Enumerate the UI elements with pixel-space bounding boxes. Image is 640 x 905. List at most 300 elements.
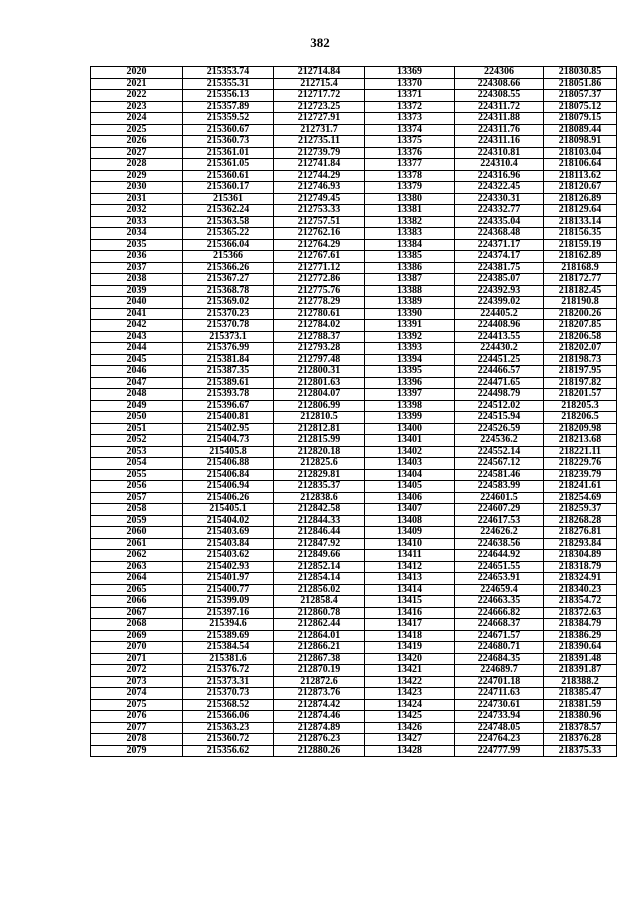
x-coordinate-b-cell: 224311.88 bbox=[455, 113, 544, 125]
y-coordinate-a-cell: 212804.07 bbox=[274, 389, 365, 401]
point-number-a-cell: 2069 bbox=[91, 630, 183, 642]
x-coordinate-b-cell: 224308.55 bbox=[455, 90, 544, 102]
point-number-b-cell: 13416 bbox=[365, 607, 455, 619]
table-row bbox=[91, 504, 617, 516]
point-number-a-cell: 2060 bbox=[91, 527, 183, 539]
x-coordinate-a-cell: 215366 bbox=[183, 251, 274, 263]
x-coordinate-a-cell: 215376.99 bbox=[183, 343, 274, 355]
x-coordinate-a-cell: 215370.73 bbox=[183, 688, 274, 700]
y-coordinate-a-cell: 212806.99 bbox=[274, 400, 365, 412]
x-coordinate-b-cell: 224733.94 bbox=[455, 711, 544, 723]
point-number-b-cell: 13407 bbox=[365, 504, 455, 516]
y-coordinate-a-cell: 212820.18 bbox=[274, 446, 365, 458]
table-row bbox=[91, 446, 617, 458]
point-number-b-cell: 13428 bbox=[365, 745, 455, 757]
point-number-b-cell: 13422 bbox=[365, 676, 455, 688]
y-coordinate-a-cell: 212749.45 bbox=[274, 193, 365, 205]
x-coordinate-b-cell: 224526.59 bbox=[455, 423, 544, 435]
y-coordinate-a-cell: 212741.84 bbox=[274, 159, 365, 171]
point-number-a-cell: 2030 bbox=[91, 182, 183, 194]
y-coordinate-a-cell: 212735.11 bbox=[274, 136, 365, 148]
y-coordinate-b-cell: 218268.28 bbox=[544, 515, 617, 527]
y-coordinate-a-cell: 212866.21 bbox=[274, 642, 365, 654]
x-coordinate-b-cell: 224466.57 bbox=[455, 366, 544, 378]
x-coordinate-b-cell: 224430.2 bbox=[455, 343, 544, 355]
y-coordinate-b-cell: 218156.35 bbox=[544, 228, 617, 240]
table-row bbox=[91, 527, 617, 539]
y-coordinate-b-cell: 218201.57 bbox=[544, 389, 617, 401]
table-row bbox=[91, 469, 617, 481]
y-coordinate-b-cell: 218205.3 bbox=[544, 400, 617, 412]
table-row bbox=[91, 619, 617, 631]
x-coordinate-b-cell: 224310.81 bbox=[455, 147, 544, 159]
x-coordinate-b-cell: 224413.55 bbox=[455, 331, 544, 343]
x-coordinate-a-cell: 215389.69 bbox=[183, 630, 274, 642]
x-coordinate-b-cell: 224332.77 bbox=[455, 205, 544, 217]
y-coordinate-a-cell: 212775.76 bbox=[274, 285, 365, 297]
y-coordinate-a-cell: 212874.42 bbox=[274, 699, 365, 711]
y-coordinate-b-cell: 218375.33 bbox=[544, 745, 617, 757]
coordinates-table-body bbox=[91, 67, 617, 757]
y-coordinate-b-cell: 218259.37 bbox=[544, 504, 617, 516]
x-coordinate-a-cell: 215368.52 bbox=[183, 699, 274, 711]
point-number-b-cell: 13426 bbox=[365, 722, 455, 734]
x-coordinate-b-cell: 224601.5 bbox=[455, 492, 544, 504]
x-coordinate-a-cell: 215405.1 bbox=[183, 504, 274, 516]
y-coordinate-b-cell: 218213.68 bbox=[544, 435, 617, 447]
x-coordinate-b-cell: 224515.94 bbox=[455, 412, 544, 424]
y-coordinate-b-cell: 218207.85 bbox=[544, 320, 617, 332]
x-coordinate-b-cell: 224308.66 bbox=[455, 78, 544, 90]
y-coordinate-b-cell: 218126.89 bbox=[544, 193, 617, 205]
point-number-a-cell: 2036 bbox=[91, 251, 183, 263]
point-number-a-cell: 2067 bbox=[91, 607, 183, 619]
point-number-a-cell: 2078 bbox=[91, 734, 183, 746]
point-number-b-cell: 13408 bbox=[365, 515, 455, 527]
x-coordinate-a-cell: 215389.61 bbox=[183, 377, 274, 389]
y-coordinate-a-cell: 212797.48 bbox=[274, 354, 365, 366]
x-coordinate-b-cell: 224322.45 bbox=[455, 182, 544, 194]
x-coordinate-a-cell: 215353.74 bbox=[183, 67, 274, 79]
table-row bbox=[91, 193, 617, 205]
table-row bbox=[91, 400, 617, 412]
x-coordinate-a-cell: 215399.09 bbox=[183, 596, 274, 608]
point-number-a-cell: 2057 bbox=[91, 492, 183, 504]
point-number-b-cell: 13383 bbox=[365, 228, 455, 240]
y-coordinate-a-cell: 212714.84 bbox=[274, 67, 365, 79]
y-coordinate-b-cell: 218378.57 bbox=[544, 722, 617, 734]
y-coordinate-b-cell: 218200.26 bbox=[544, 308, 617, 320]
point-number-b-cell: 13381 bbox=[365, 205, 455, 217]
x-coordinate-a-cell: 215406.84 bbox=[183, 469, 274, 481]
y-coordinate-b-cell: 218162.89 bbox=[544, 251, 617, 263]
point-number-a-cell: 2027 bbox=[91, 147, 183, 159]
point-number-a-cell: 2064 bbox=[91, 573, 183, 585]
point-number-b-cell: 13378 bbox=[365, 170, 455, 182]
y-coordinate-b-cell: 218202.07 bbox=[544, 343, 617, 355]
y-coordinate-b-cell: 218354.72 bbox=[544, 596, 617, 608]
table-row bbox=[91, 320, 617, 332]
table-row bbox=[91, 297, 617, 309]
point-number-b-cell: 13417 bbox=[365, 619, 455, 631]
x-coordinate-b-cell: 224638.56 bbox=[455, 538, 544, 550]
x-coordinate-b-cell: 224399.02 bbox=[455, 297, 544, 309]
x-coordinate-a-cell: 215367.27 bbox=[183, 274, 274, 286]
x-coordinate-a-cell: 215402.93 bbox=[183, 561, 274, 573]
y-coordinate-a-cell: 212746.93 bbox=[274, 182, 365, 194]
point-number-b-cell: 13425 bbox=[365, 711, 455, 723]
point-number-a-cell: 2050 bbox=[91, 412, 183, 424]
x-coordinate-a-cell: 215361.05 bbox=[183, 159, 274, 171]
table-row bbox=[91, 596, 617, 608]
x-coordinate-a-cell: 215360.67 bbox=[183, 124, 274, 136]
point-number-b-cell: 13415 bbox=[365, 596, 455, 608]
point-number-a-cell: 2077 bbox=[91, 722, 183, 734]
y-coordinate-a-cell: 212858.4 bbox=[274, 596, 365, 608]
x-coordinate-b-cell: 224330.31 bbox=[455, 193, 544, 205]
x-coordinate-b-cell: 224666.82 bbox=[455, 607, 544, 619]
point-number-b-cell: 13396 bbox=[365, 377, 455, 389]
y-coordinate-a-cell: 212864.01 bbox=[274, 630, 365, 642]
y-coordinate-a-cell: 212731.7 bbox=[274, 124, 365, 136]
point-number-b-cell: 13398 bbox=[365, 400, 455, 412]
table-row bbox=[91, 745, 617, 757]
x-coordinate-a-cell: 215370.78 bbox=[183, 320, 274, 332]
point-number-b-cell: 13393 bbox=[365, 343, 455, 355]
y-coordinate-b-cell: 218304.89 bbox=[544, 550, 617, 562]
point-number-b-cell: 13395 bbox=[365, 366, 455, 378]
point-number-b-cell: 13371 bbox=[365, 90, 455, 102]
y-coordinate-a-cell: 212860.78 bbox=[274, 607, 365, 619]
y-coordinate-a-cell: 212815.99 bbox=[274, 435, 365, 447]
point-number-b-cell: 13388 bbox=[365, 285, 455, 297]
point-number-b-cell: 13375 bbox=[365, 136, 455, 148]
point-number-b-cell: 13392 bbox=[365, 331, 455, 343]
y-coordinate-a-cell: 212767.61 bbox=[274, 251, 365, 263]
point-number-a-cell: 2073 bbox=[91, 676, 183, 688]
x-coordinate-a-cell: 215362.24 bbox=[183, 205, 274, 217]
x-coordinate-a-cell: 215356.62 bbox=[183, 745, 274, 757]
point-number-a-cell: 2047 bbox=[91, 377, 183, 389]
point-number-a-cell: 2040 bbox=[91, 297, 183, 309]
point-number-b-cell: 13400 bbox=[365, 423, 455, 435]
x-coordinate-b-cell: 224651.55 bbox=[455, 561, 544, 573]
point-number-a-cell: 2059 bbox=[91, 515, 183, 527]
point-number-a-cell: 2028 bbox=[91, 159, 183, 171]
point-number-b-cell: 13410 bbox=[365, 538, 455, 550]
table-row bbox=[91, 642, 617, 654]
x-coordinate-a-cell: 215373.31 bbox=[183, 676, 274, 688]
y-coordinate-b-cell: 218340.23 bbox=[544, 584, 617, 596]
table-row bbox=[91, 550, 617, 562]
table-row bbox=[91, 262, 617, 274]
point-number-a-cell: 2079 bbox=[91, 745, 183, 757]
x-coordinate-a-cell: 215365.22 bbox=[183, 228, 274, 240]
x-coordinate-a-cell: 215360.61 bbox=[183, 170, 274, 182]
x-coordinate-b-cell: 224498.79 bbox=[455, 389, 544, 401]
point-number-b-cell: 13389 bbox=[365, 297, 455, 309]
y-coordinate-a-cell: 212835.37 bbox=[274, 481, 365, 493]
y-coordinate-b-cell: 218391.87 bbox=[544, 665, 617, 677]
point-number-a-cell: 2070 bbox=[91, 642, 183, 654]
y-coordinate-b-cell: 218197.82 bbox=[544, 377, 617, 389]
y-coordinate-b-cell: 218318.79 bbox=[544, 561, 617, 573]
x-coordinate-a-cell: 215373.1 bbox=[183, 331, 274, 343]
coordinates-table bbox=[90, 66, 617, 757]
table-row bbox=[91, 377, 617, 389]
x-coordinate-b-cell: 224684.35 bbox=[455, 653, 544, 665]
point-number-a-cell: 2031 bbox=[91, 193, 183, 205]
y-coordinate-b-cell: 218103.04 bbox=[544, 147, 617, 159]
table-row bbox=[91, 228, 617, 240]
y-coordinate-a-cell: 212772.86 bbox=[274, 274, 365, 286]
point-number-b-cell: 13427 bbox=[365, 734, 455, 746]
point-number-b-cell: 13406 bbox=[365, 492, 455, 504]
table-row bbox=[91, 354, 617, 366]
x-coordinate-b-cell: 224653.91 bbox=[455, 573, 544, 585]
y-coordinate-a-cell: 212874.46 bbox=[274, 711, 365, 723]
x-coordinate-a-cell: 215403.62 bbox=[183, 550, 274, 562]
point-number-a-cell: 2020 bbox=[91, 67, 183, 79]
y-coordinate-b-cell: 218129.64 bbox=[544, 205, 617, 217]
point-number-b-cell: 13372 bbox=[365, 101, 455, 113]
point-number-b-cell: 13385 bbox=[365, 251, 455, 263]
point-number-b-cell: 13402 bbox=[365, 446, 455, 458]
table-row bbox=[91, 147, 617, 159]
table-row bbox=[91, 67, 617, 79]
y-coordinate-b-cell: 218241.61 bbox=[544, 481, 617, 493]
x-coordinate-a-cell: 215359.52 bbox=[183, 113, 274, 125]
y-coordinate-a-cell: 212867.38 bbox=[274, 653, 365, 665]
x-coordinate-a-cell: 215396.67 bbox=[183, 400, 274, 412]
x-coordinate-a-cell: 215387.35 bbox=[183, 366, 274, 378]
x-coordinate-b-cell: 224408.96 bbox=[455, 320, 544, 332]
point-number-a-cell: 2065 bbox=[91, 584, 183, 596]
y-coordinate-a-cell: 212771.12 bbox=[274, 262, 365, 274]
y-coordinate-b-cell: 218133.14 bbox=[544, 216, 617, 228]
y-coordinate-b-cell: 218380.96 bbox=[544, 711, 617, 723]
point-number-b-cell: 13376 bbox=[365, 147, 455, 159]
x-coordinate-b-cell: 224335.04 bbox=[455, 216, 544, 228]
point-number-a-cell: 2046 bbox=[91, 366, 183, 378]
y-coordinate-a-cell: 212872.6 bbox=[274, 676, 365, 688]
y-coordinate-a-cell: 212715.4 bbox=[274, 78, 365, 90]
x-coordinate-b-cell: 224374.17 bbox=[455, 251, 544, 263]
x-coordinate-b-cell: 224583.99 bbox=[455, 481, 544, 493]
table-row bbox=[91, 205, 617, 217]
point-number-a-cell: 2043 bbox=[91, 331, 183, 343]
table-row bbox=[91, 182, 617, 194]
point-number-b-cell: 13423 bbox=[365, 688, 455, 700]
point-number-b-cell: 13387 bbox=[365, 274, 455, 286]
table-row bbox=[91, 343, 617, 355]
y-coordinate-b-cell: 218221.11 bbox=[544, 446, 617, 458]
point-number-b-cell: 13399 bbox=[365, 412, 455, 424]
x-coordinate-a-cell: 215400.81 bbox=[183, 412, 274, 424]
point-number-a-cell: 2037 bbox=[91, 262, 183, 274]
point-number-a-cell: 2071 bbox=[91, 653, 183, 665]
y-coordinate-b-cell: 218098.91 bbox=[544, 136, 617, 148]
table-row bbox=[91, 113, 617, 125]
x-coordinate-a-cell: 215369.02 bbox=[183, 297, 274, 309]
y-coordinate-a-cell: 212757.51 bbox=[274, 216, 365, 228]
x-coordinate-b-cell: 224607.29 bbox=[455, 504, 544, 516]
point-number-b-cell: 13420 bbox=[365, 653, 455, 665]
table-row bbox=[91, 688, 617, 700]
x-coordinate-b-cell: 224663.35 bbox=[455, 596, 544, 608]
point-number-b-cell: 13421 bbox=[365, 665, 455, 677]
point-number-b-cell: 13397 bbox=[365, 389, 455, 401]
point-number-b-cell: 13419 bbox=[365, 642, 455, 654]
y-coordinate-b-cell: 218051.86 bbox=[544, 78, 617, 90]
table-row bbox=[91, 699, 617, 711]
point-number-b-cell: 13386 bbox=[365, 262, 455, 274]
table-row bbox=[91, 90, 617, 102]
y-coordinate-b-cell: 218190.8 bbox=[544, 297, 617, 309]
x-coordinate-b-cell: 224659.4 bbox=[455, 584, 544, 596]
y-coordinate-b-cell: 218172.77 bbox=[544, 274, 617, 286]
point-number-a-cell: 2024 bbox=[91, 113, 183, 125]
x-coordinate-b-cell: 224581.46 bbox=[455, 469, 544, 481]
table-row bbox=[91, 665, 617, 677]
y-coordinate-b-cell: 218075.12 bbox=[544, 101, 617, 113]
table-row bbox=[91, 366, 617, 378]
point-number-b-cell: 13411 bbox=[365, 550, 455, 562]
point-number-a-cell: 2022 bbox=[91, 90, 183, 102]
point-number-a-cell: 2039 bbox=[91, 285, 183, 297]
point-number-a-cell: 2076 bbox=[91, 711, 183, 723]
point-number-a-cell: 2026 bbox=[91, 136, 183, 148]
x-coordinate-a-cell: 215406.26 bbox=[183, 492, 274, 504]
y-coordinate-b-cell: 218030.85 bbox=[544, 67, 617, 79]
table-row bbox=[91, 101, 617, 113]
point-number-b-cell: 13413 bbox=[365, 573, 455, 585]
point-number-a-cell: 2074 bbox=[91, 688, 183, 700]
point-number-a-cell: 2054 bbox=[91, 458, 183, 470]
x-coordinate-b-cell: 224748.05 bbox=[455, 722, 544, 734]
x-coordinate-b-cell: 224311.16 bbox=[455, 136, 544, 148]
point-number-a-cell: 2041 bbox=[91, 308, 183, 320]
y-coordinate-a-cell: 212856.02 bbox=[274, 584, 365, 596]
y-coordinate-a-cell: 212800.31 bbox=[274, 366, 365, 378]
y-coordinate-b-cell: 218198.73 bbox=[544, 354, 617, 366]
y-coordinate-a-cell: 212847.92 bbox=[274, 538, 365, 550]
x-coordinate-b-cell: 224368.48 bbox=[455, 228, 544, 240]
y-coordinate-a-cell: 212844.33 bbox=[274, 515, 365, 527]
x-coordinate-a-cell: 215368.78 bbox=[183, 285, 274, 297]
x-coordinate-b-cell: 224764.23 bbox=[455, 734, 544, 746]
y-coordinate-a-cell: 212852.14 bbox=[274, 561, 365, 573]
x-coordinate-a-cell: 215402.95 bbox=[183, 423, 274, 435]
x-coordinate-a-cell: 215403.84 bbox=[183, 538, 274, 550]
x-coordinate-a-cell: 215381.6 bbox=[183, 653, 274, 665]
y-coordinate-b-cell: 218391.48 bbox=[544, 653, 617, 665]
point-number-b-cell: 13374 bbox=[365, 124, 455, 136]
table-row bbox=[91, 481, 617, 493]
y-coordinate-b-cell: 218079.15 bbox=[544, 113, 617, 125]
x-coordinate-b-cell: 224381.75 bbox=[455, 262, 544, 274]
x-coordinate-b-cell: 224552.14 bbox=[455, 446, 544, 458]
x-coordinate-a-cell: 215393.78 bbox=[183, 389, 274, 401]
table-row bbox=[91, 423, 617, 435]
point-number-b-cell: 13412 bbox=[365, 561, 455, 573]
x-coordinate-a-cell: 215355.31 bbox=[183, 78, 274, 90]
y-coordinate-a-cell: 212862.44 bbox=[274, 619, 365, 631]
y-coordinate-b-cell: 218159.19 bbox=[544, 239, 617, 251]
y-coordinate-b-cell: 218182.45 bbox=[544, 285, 617, 297]
x-coordinate-b-cell: 224316.96 bbox=[455, 170, 544, 182]
y-coordinate-b-cell: 218276.81 bbox=[544, 527, 617, 539]
point-number-b-cell: 13377 bbox=[365, 159, 455, 171]
point-number-a-cell: 2045 bbox=[91, 354, 183, 366]
point-number-b-cell: 13414 bbox=[365, 584, 455, 596]
point-number-a-cell: 2029 bbox=[91, 170, 183, 182]
x-coordinate-a-cell: 215356.13 bbox=[183, 90, 274, 102]
y-coordinate-b-cell: 218376.28 bbox=[544, 734, 617, 746]
point-number-a-cell: 2033 bbox=[91, 216, 183, 228]
point-number-a-cell: 2042 bbox=[91, 320, 183, 332]
point-number-b-cell: 13418 bbox=[365, 630, 455, 642]
point-number-a-cell: 2048 bbox=[91, 389, 183, 401]
y-coordinate-a-cell: 212880.26 bbox=[274, 745, 365, 757]
x-coordinate-b-cell: 224730.61 bbox=[455, 699, 544, 711]
x-coordinate-b-cell: 224711.63 bbox=[455, 688, 544, 700]
y-coordinate-b-cell: 218120.67 bbox=[544, 182, 617, 194]
y-coordinate-b-cell: 218206.5 bbox=[544, 412, 617, 424]
point-number-b-cell: 13384 bbox=[365, 239, 455, 251]
point-number-a-cell: 2049 bbox=[91, 400, 183, 412]
y-coordinate-a-cell: 212874.89 bbox=[274, 722, 365, 734]
table-row bbox=[91, 435, 617, 447]
y-coordinate-b-cell: 218385.47 bbox=[544, 688, 617, 700]
x-coordinate-b-cell: 224311.72 bbox=[455, 101, 544, 113]
point-number-a-cell: 2044 bbox=[91, 343, 183, 355]
point-number-b-cell: 13391 bbox=[365, 320, 455, 332]
y-coordinate-a-cell: 212810.5 bbox=[274, 412, 365, 424]
y-coordinate-b-cell: 218197.95 bbox=[544, 366, 617, 378]
y-coordinate-b-cell: 218388.2 bbox=[544, 676, 617, 688]
x-coordinate-b-cell: 224777.99 bbox=[455, 745, 544, 757]
y-coordinate-a-cell: 212788.37 bbox=[274, 331, 365, 343]
x-coordinate-a-cell: 215394.6 bbox=[183, 619, 274, 631]
point-number-a-cell: 2051 bbox=[91, 423, 183, 435]
point-number-b-cell: 13369 bbox=[365, 67, 455, 79]
point-number-a-cell: 2032 bbox=[91, 205, 183, 217]
point-number-b-cell: 13424 bbox=[365, 699, 455, 711]
table-row bbox=[91, 216, 617, 228]
x-coordinate-a-cell: 215360.72 bbox=[183, 734, 274, 746]
x-coordinate-b-cell: 224451.25 bbox=[455, 354, 544, 366]
table-row bbox=[91, 251, 617, 263]
page-number: 382 bbox=[310, 35, 330, 50]
x-coordinate-b-cell: 224680.71 bbox=[455, 642, 544, 654]
x-coordinate-a-cell: 215360.73 bbox=[183, 136, 274, 148]
y-coordinate-a-cell: 212723.25 bbox=[274, 101, 365, 113]
y-coordinate-b-cell: 218324.91 bbox=[544, 573, 617, 585]
y-coordinate-b-cell: 218229.76 bbox=[544, 458, 617, 470]
table-row bbox=[91, 492, 617, 504]
y-coordinate-b-cell: 218089.44 bbox=[544, 124, 617, 136]
y-coordinate-a-cell: 212762.16 bbox=[274, 228, 365, 240]
table-row bbox=[91, 274, 617, 286]
y-coordinate-a-cell: 212780.61 bbox=[274, 308, 365, 320]
x-coordinate-a-cell: 215363.58 bbox=[183, 216, 274, 228]
x-coordinate-b-cell: 224701.18 bbox=[455, 676, 544, 688]
point-number-b-cell: 13394 bbox=[365, 354, 455, 366]
x-coordinate-b-cell: 224392.93 bbox=[455, 285, 544, 297]
point-number-a-cell: 2061 bbox=[91, 538, 183, 550]
y-coordinate-b-cell: 218106.64 bbox=[544, 159, 617, 171]
